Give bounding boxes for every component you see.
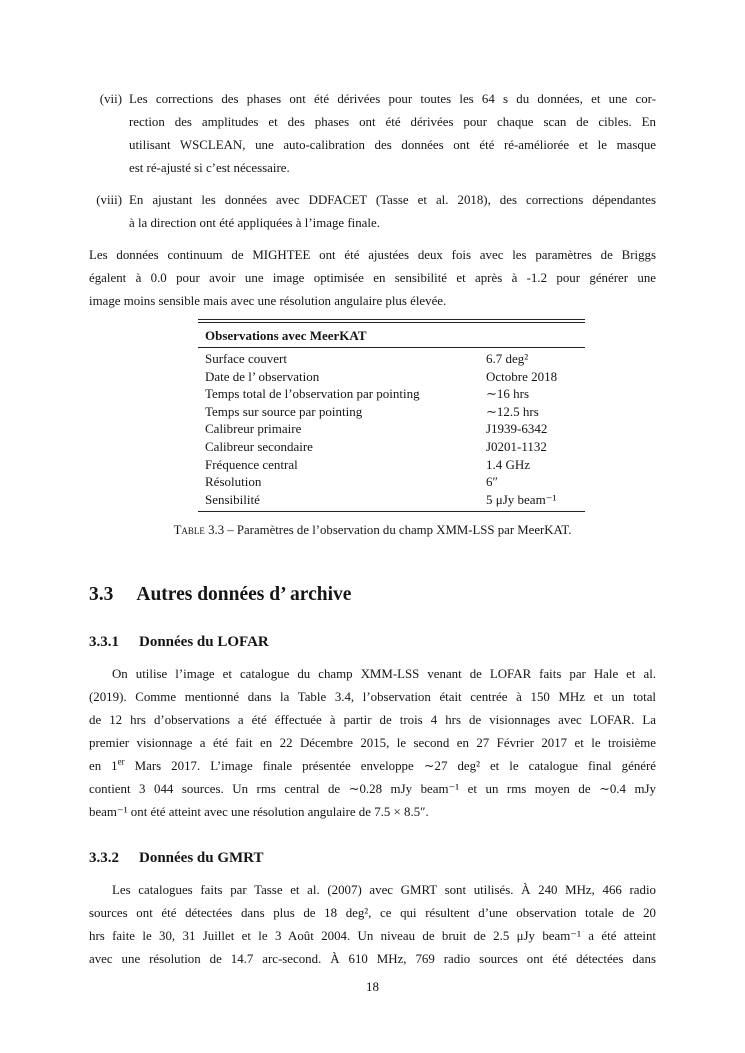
table-row-label: Calibreur secondaire: [205, 438, 313, 454]
text-line: à la direction ont été appliquées à l’image finale.: [129, 216, 380, 230]
list-item-viii-body: [129, 189, 656, 235]
page-number: 18: [366, 979, 379, 994]
table-caption-text: 3.3 – Paramètres de l’observation du champ XMM-LSS par MeerKAT.: [204, 523, 572, 538]
page-content: [89, 88, 656, 971]
text-line: utilisant WSCLEAN, une auto-calibration des données ont été ré-améliorée et le masque: [129, 138, 656, 152]
table-row-label: Temps total de l’observation par pointing: [205, 386, 420, 402]
table-row-value: 5 μJy beam⁻¹: [486, 491, 557, 507]
text-segment: Mars 2017. L’image finale présentée enveloppe ∼27 deg² et le catalogue final généré: [124, 759, 656, 774]
list-item-vii-body: [129, 88, 656, 180]
subsection-title: Données du LOFAR: [139, 634, 269, 651]
text-line: [89, 755, 656, 778]
list-item-vii: [89, 88, 656, 180]
text-line: Les données continuum de MIGHTEE ont été ajustées deux fois avec les paramètres de Briggs: [89, 248, 656, 262]
subsection-number: 3.3.2: [89, 850, 119, 867]
table-row-value: ∼12.5 hrs: [486, 403, 539, 419]
text-line: Les catalogues faits par Tasse et al. (2007) avec GMRT sont utilisés. À 240 MHz, 466 radio: [112, 883, 656, 898]
table-row-value: J1939-6342: [486, 421, 548, 437]
table-row-label: Résolution: [205, 474, 262, 490]
table-row: [198, 456, 585, 474]
table-row: [198, 438, 585, 456]
text-line: En ajustant les données avec DDFACET (Tasse et al. 2018), des corrections dépendantes: [129, 193, 656, 207]
table-row-value: ∼16 hrs: [486, 386, 530, 402]
table-row: [198, 473, 585, 491]
text-line: image moins sensible mais avec une résolution angulaire plus élevée.: [89, 294, 447, 308]
text-line: sources ont été détectées dans plus de 18 deg², ce qui résultent d’une observation totale de 20: [89, 906, 656, 921]
table-row-value: J0201-1132: [486, 438, 547, 454]
paragraph-gmrt: [89, 879, 656, 971]
table-row: [198, 403, 585, 421]
table-row-label: Temps sur source par pointing: [205, 403, 363, 419]
text-line: (2019). Comme mentionné dans la Table 3.4, l’observation était centrée à 150 MHz et un total: [89, 690, 656, 705]
text-line: avec une résolution de 14.7 arc-second. À 610 MHz, 769 radio sources ont été détectées dans: [89, 952, 656, 967]
text-line: égalent à 0.0 pour avoir une image optimisée en sensibilité et après à -1.2 pour générer une: [89, 271, 656, 285]
paragraph-mightee: [89, 244, 656, 313]
text-line: rection des amplitudes et des phases ont été dérivées pour chaque scan de cibles. En: [129, 115, 656, 129]
list-item-viii: [89, 189, 656, 235]
table-row-value: Octobre 2018: [486, 368, 558, 384]
subsection-title: Données du GMRT: [139, 850, 264, 867]
table-row-label: Date de l’ observation: [205, 368, 320, 384]
list-item-vii-label: (vii): [99, 92, 122, 106]
table-caption: [89, 521, 656, 539]
table-row: [198, 350, 585, 368]
observations-table: [198, 319, 585, 512]
table-row-label: Sensibilité: [205, 491, 260, 507]
table-row: [198, 368, 585, 386]
table-row-label: Fréquence central: [205, 456, 298, 472]
section-heading: [89, 581, 656, 608]
table-row: [198, 491, 585, 509]
subsection-heading-lofar: [89, 632, 656, 652]
subsection-number: 3.3.1: [89, 634, 119, 651]
text-line: hrs faite le 30, 31 Juillet et le 3 Août 2004. Un niveau de bruit de 2.5 μJy beam⁻¹ a été atteint: [89, 929, 656, 944]
section-title: Autres données d’ archive: [136, 584, 352, 606]
observations-table-body: [198, 348, 585, 511]
table-row-value: 1.4 GHz: [486, 456, 531, 472]
table-row-value: 6″: [486, 474, 498, 490]
table-caption-label: Table: [173, 523, 205, 538]
text-segment: en 1: [89, 759, 118, 774]
observations-table-header: Observations avec MeerKAT: [198, 323, 585, 348]
text-line: premier visionnage a été fait en 22 Décembre 2015, le second en 27 Février 2017 et le troisième: [89, 736, 656, 751]
text-line: On utilise l’image et catalogue du champ XMM-LSS venant de LOFAR faits par Hale et al.: [112, 667, 656, 682]
text-line: beam⁻¹ ont été atteint avec une résolution angulaire de 7.5 × 8.5″.: [89, 805, 429, 820]
paragraph-lofar: [89, 663, 656, 824]
list-item-viii-label: (viii): [96, 193, 122, 207]
table-row-value: 6.7 deg²: [486, 351, 529, 366]
text-line: Les corrections des phases ont été dérivées pour toutes les 64 s du données, et une cor-: [129, 92, 656, 106]
table-row-label: Calibreur primaire: [205, 421, 302, 437]
text-line: contient 3 044 sources. Un rms central de ∼0.28 mJy beam⁻¹ et un rms moyen de ∼0.4 mJy: [89, 782, 656, 797]
superscript-er: er: [117, 757, 125, 768]
table-row: [198, 385, 585, 403]
section-number: 3.3: [89, 584, 114, 606]
text-line: de 12 hrs d’observations a été éffectuée à partir de trois 4 hrs de visionnages avec LOFAR. La: [89, 713, 656, 728]
table-row-label: Surface couvert: [205, 351, 287, 366]
text-line: est ré-ajusté si c’est nécessaire.: [129, 161, 290, 175]
subsection-heading-gmrt: [89, 848, 656, 868]
table-row: [198, 420, 585, 438]
